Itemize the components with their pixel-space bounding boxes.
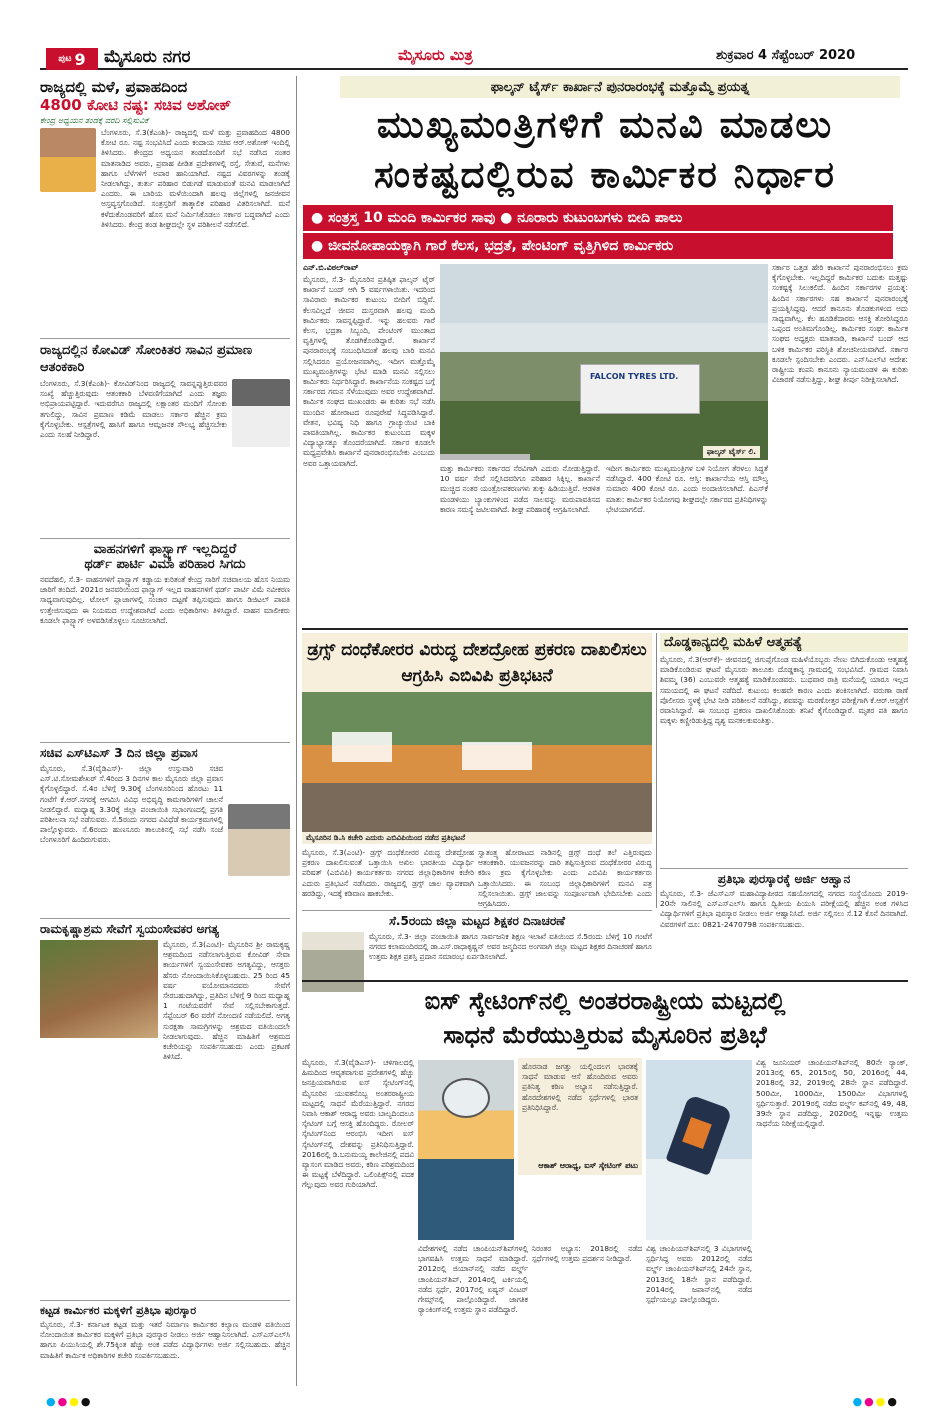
- lead-column-3: [772, 263, 908, 625]
- skating-body-3: ವಿಶ್ವ ಚಾಂಪಿಯನ್‌ಶಿಪ್‌ನಲ್ಲಿ 3 ವಿಭಾಗಗಳಲ್ಲಿ ಸ್ಪರ್ಧಿಸಿದ್ದ ಅವರು 2012ರಲ್ಲಿ ನಡೆದ ವರ್ಲ್ಡ್ ಚಾಂಪಿಯನ್‌ಶಿಪ್‌ನಲ್ಲಿ 24ನೇ ಸ್ಥಾನ, 2013ರಲ್ಲಿ 18ನೇ ಸ್ಥಾನ ಪಡೆದಿದ್ದಾರೆ. 2014ರಲ್ಲಿ ಜಪಾನ್‌ನಲ್ಲಿ ನಡೆದ ಸ್ಪರ್ಧೆಯಲ್ಲೂ ಪಾಲ್ಗೊಂಡಿದ್ದರು.: [646, 1244, 752, 1305]
- factory-sign: FALCON TYRES LTD.: [590, 372, 679, 381]
- article-body: ಮೈಸೂರು, ಸೆ.3(ವೈಡಿಎಸ್)- ಜಿಲ್ಲಾ ಉಸ್ತುವಾರಿ ಸಚಿವ ಎಸ್.ಟಿ.ಸೋಮಶೇಖರ್ ಸೆ.4ರಿಂದ 3 ದಿನಗಳ ಕಾಲ ಮೈಸೂರು ಜಿಲ್ಲಾ ಪ್ರವಾಸ ಕೈಗೊಳ್ಳಲಿದ್ದಾರೆ. ಸೆ.4ರ ಬೆಳಿಗ್ಗೆ 9.30ಕ್ಕೆ ಬೆಂಗಳೂರಿನಿಂದ ಹೊರಟು 11 ಗಂಟೆಗೆ ಕೆ.ಆರ್.ನಗರಕ್ಕೆ ಆಗಮಿಸಿ ವಿವಿಧ ಅಭಿವೃದ್ಧಿ ಕಾಮಗಾರಿಗಳಿಗೆ ಚಾಲನೆ ನೀಡಲಿದ್ದಾರೆ. ಮಧ್ಯಾಹ್ನ 3.30ಕ್ಕೆ ಜಿಲ್ಲಾ ಪಂಚಾಯಿತಿ ಸಭಾಂಗಣದಲ್ಲಿ ಪ್ರಗತಿ ಪರಿಶೀಲನಾ ಸಭೆ ನಡೆಸುವರು. ಸೆ.5ರಂದು ನಗರದ ವಿವಿಧೆಡೆ ಕಾರ್ಯಕ್ರಮಗಳಲ್ಲಿ ಪಾಲ್ಗೊಳ್ಳುವರು. ಸೆ.6ರಂದು ಹುಣಸೂರು ತಾಲೂಕಿನಲ್ಲಿ ಸಭೆ ನಡೆಸಿ ಸಂಜೆ ಬೆಂಗಳೂರಿಗೆ ಹಿಂದಿರುಗುವರು.: [40, 764, 223, 845]
- issue-date: ಶುಕ್ರವಾರ 4 ಸೆಪ್ಟೆಂಬರ್ 2020: [716, 48, 856, 63]
- article-ashrama: [40, 922, 290, 1128]
- section-rule: [302, 628, 908, 630]
- headline: ಸೆ.5ರಂದು ಜಿಲ್ಲಾ ಮಟ್ಟದ ಶಿಕ್ಷಕರ ದಿನಾಚರಣೆ: [389, 914, 565, 928]
- page-number-badge: [46, 48, 98, 70]
- highlight-bar-1: ● ಸಂತ್ರಸ್ತ 10 ಮಂದಿ ಕಾರ್ಮಿಕರ ಸಾವು ● ನೂರಾರು ಕುಟುಂಬಗಳು ಬೀದಿ ಪಾಲು: [303, 205, 893, 231]
- byline: ಎನ್.ಬಿ.ವಿಠಲ್‌ರಾವ್: [303, 263, 359, 272]
- protest-placard: [462, 742, 532, 770]
- skating-body-2: ವಿದೇಶಗಳಲ್ಲಿ ನಡೆದ ಚಾಂಪಿಯನ್‌ಶಿಪ್‌ಗಳಲ್ಲಿ ಭಾಗವಹಿಸಿ ಉತ್ತಮ ಸಾಧನೆ ಮಾಡಿದ್ದಾರೆ. 2012ರಲ್ಲಿ ಜಿಯಾನ್‌ನಲ್ಲಿ ನಡೆದ ವರ್ಲ್ಡ್ ಚಾಂಪಿಯನ್‌ಶಿಪ್, 2014ರಲ್ಲಿ ಟರ್ಕಿಯಲ್ಲಿ ನಡೆದ ಸ್ಪರ್ಧೆ, 2017ರಲ್ಲಿ ಏಷ್ಯನ್ ವಿಂಟರ್ ಗೇಮ್ಸ್‌ನಲ್ಲಿ ಪಾಲ್ಗೊಂಡಿದ್ದಾರೆ. ಜಾಗತಿಕ ರ‍್ಯಾಂಕಿಂಗ್‌ನಲ್ಲಿ ಉತ್ತಮ ಸ್ಥಾನ ಪಡೆದಿದ್ದಾರೆ.: [418, 1244, 528, 1315]
- divider: [302, 910, 652, 911]
- lead-column-2a: [440, 464, 600, 626]
- headline: ರಾಜ್ಯದಲ್ಲಿ ಮಳೆ, ಪ್ರವಾಹದಿಂದ: [40, 78, 188, 96]
- divider: [40, 742, 290, 743]
- athlete-name: ಆಕಾಶ್ ಆರಾಧ್ಯ, ಐಸ್ ಸ್ಕೇಟಿಂಗ್ ಪಟು: [538, 1161, 638, 1170]
- photo-caption: ಮೈಸೂರಿನ ಡಿ.ಸಿ ಕಚೇರಿ ಎದುರು ಎಬಿವಿಪಿಯಿಂದ ನಡೆದ ಪ್ರತಿಭಟನೆ: [302, 832, 652, 844]
- ashrama-photo: [40, 940, 158, 1038]
- factory-photo: [440, 264, 768, 460]
- article-talent-award: [660, 872, 908, 989]
- article-body: ಮೈಸೂರು, ಸೆ.3(ಆರ್‌ಕೆ)- ಜೀವನದಲ್ಲಿ ಜಿಗುಪ್ಸೆಗೊಂಡ ಮಹಿಳೆಯೊಬ್ಬರು ನೇಣು ಬಿಗಿದುಕೊಂಡು ಆತ್ಮಹತ್ಯೆ ಮಾಡಿಕೊಂಡಿರುವ ಘಟನೆ ಮೈಸೂರು ತಾಲೂಕು ದೊಡ್ಡಕಾನ್ಯ ಗ್ರಾಮದಲ್ಲಿ ಸಂಭವಿಸಿದೆ. ಗ್ರಾಮದ ನಿವಾಸಿ ಶಿವಮ್ಮ (36) ಎಂಬುವರೇ ಆತ್ಮಹತ್ಯೆ ಮಾಡಿಕೊಂಡವರು. ಬುಧವಾರ ರಾತ್ರಿ ಮನೆಯಲ್ಲಿ ಯಾರೂ ಇಲ್ಲದ ಸಮಯದಲ್ಲಿ ಈ ಘಟನೆ ನಡೆದಿದೆ. ಕುಟುಂಬ ಕಲಹವೇ ಕಾರಣ ಎಂದು ಶಂಕಿಸಲಾಗಿದೆ. ವರುಣಾ ಠಾಣೆ ಪೊಲೀಸರು ಸ್ಥಳಕ್ಕೆ ಭೇಟಿ ನೀಡಿ ಪರಿಶೀಲನೆ ನಡೆಸಿದ್ದು, ಶವವನ್ನು ಮರಣೋತ್ತರ ಪರೀಕ್ಷೆಗಾಗಿ ಕೆ.ಆರ್.ಆಸ್ಪತ್ರೆಗೆ ರವಾನಿಸಿದ್ದಾರೆ. ಈ ಸಂಬಂಧ ಪ್ರಕರಣ ದಾಖಲಿಸಿಕೊಂಡು ತನಿಖೆ ಕೈಗೊಂಡಿದ್ದಾರೆ. ಮೃತರ ಪತಿ ಹಾಗೂ ಮಕ್ಕಳು ಕಣ್ಣೀರಿಡುತ್ತಿದ್ದ ದೃಶ್ಯ ಮನಕಲಕುವಂತಿತ್ತು.: [660, 655, 908, 726]
- article-body: ಮೈಸೂರು, ಸೆ.3- ಕರ್ನಾಟಕ ಕಟ್ಟಡ ಮತ್ತು ಇತರೆ ನಿರ್ಮಾಣ ಕಾರ್ಮಿಕರ ಕಲ್ಯಾಣ ಮಂಡಳಿ ವತಿಯಿಂದ ನೋಂದಾಯಿತ ಕಾರ್ಮಿಕರ ಮಕ್ಕಳಿಗೆ ಪ್ರತಿಭಾ ಪುರಸ್ಕಾರ ನೀಡಲು ಅರ್ಜಿ ಆಹ್ವಾನಿಸಲಾಗಿದೆ. ಎಸ್‌ಎಸ್‌ಎಲ್‌ಸಿ ಹಾಗೂ ಪಿಯುಸಿಯಲ್ಲಿ ಶೇ.75ಕ್ಕಿಂತ ಹೆಚ್ಚು ಅಂಕ ಪಡೆದ ವಿದ್ಯಾರ್ಥಿಗಳು ಅರ್ಜಿ ಸಲ್ಲಿಸಬಹುದು. ಹೆಚ್ಚಿನ ಮಾಹಿತಿಗೆ ಕಾರ್ಮಿಕ ಅಧಿಕಾರಿಗಳ ಕಚೇರಿ ಸಂಪರ್ಕಿಸಬಹುದು.: [40, 1320, 290, 1360]
- highlight-bar-2: ● ಜೀವನೋಪಾಯಕ್ಕಾಗಿ ಗಾರೆ ಕೆಲಸ, ಭದ್ರತೆ, ಪೇಂಟಿಂಗ್ ವೃತ್ತಿಗಿಳಿದ ಕಾರ್ಮಿಕರು: [303, 233, 893, 259]
- headline: ವಾಹನಗಳಿಗೆ ಫಾಸ್ಟ್ಯಾಗ್ ಇಲ್ಲದಿದ್ದರೆ: [93, 542, 237, 557]
- radhakrishnan-photo: [302, 932, 364, 992]
- lead-headline-line-1: ಮುಖ್ಯಮಂತ್ರಿಗಳಿಗೆ ಮನವಿ ಮಾಡಲು: [376, 103, 834, 146]
- skater-action-photo: [646, 1060, 752, 1240]
- headline-2: ಥರ್ಡ್ ಪಾರ್ಟಿ ವಿಮಾ ಪರಿಹಾರ ಸಿಗದು: [84, 557, 246, 572]
- headline: ಸಚಿವ ಎಸ್‌ಟಿಎಸ್ 3 ದಿನ ಜಿಲ್ಲಾ ಪ್ರವಾಸ: [40, 746, 198, 760]
- headline: ಕಟ್ಟಡ ಕಾರ್ಮಿಕರ ಮಕ್ಕಳಿಗೆ ಪ್ರತಿಭಾ ಪುರಸ್ಕಾರ: [40, 1304, 197, 1317]
- registration-marks: ●●●●: [46, 1395, 93, 1408]
- masthead: ಮೈಸೂರು ಮಿತ್ರ: [398, 46, 473, 64]
- article-body: ಸರ್ಕಾರ ಒತ್ತಡ ಹೇರಿ ಕಾರ್ಖಾನೆ ಪುನರಾರಂಭಿಸಲು ಕ್ರಮ ಕೈಗೊಳ್ಳಬೇಕು. ಇಲ್ಲದಿದ್ದರೆ ಕಾರ್ಮಿಕರ ಬದುಕು ಮತ್ತಷ್ಟು ಸಂಕಷ್ಟಕ್ಕೆ ಸಿಲುಕಲಿದೆ. ಹಿಂದಿನ ಸರ್ಕಾರಗಳ ಪ್ರಯತ್ನ: ಹಿಂದಿನ ಸರ್ಕಾರಗಳು ಸಹ ಕಾರ್ಖಾನೆ ಪುನರಾರಂಭಕ್ಕೆ ಪ್ರಯತ್ನಿಸಿದ್ದವು. ಆದರೆ ಕಾನೂನು ತೊಡಕುಗಳಿಂದ ಅದು ಸಾಧ್ಯವಾಗಿಲ್ಲ. ಕೆಲ ಹೂಡಿಕೆದಾರರು ಆಸಕ್ತಿ ತೋರಿಸಿದ್ದರೂ ಒಪ್ಪಂದ ಅಂತಿಮಗೊಂಡಿಲ್ಲ. ಕಾರ್ಮಿಕರ ಸಂಘ: ಕಾರ್ಮಿಕ ಸಂಘದ ಅಧ್ಯಕ್ಷರು ಮಾತನಾಡಿ, ಕಾರ್ಖಾನೆ ಬಂದ್ ಆದ ಬಳಿಕ ಕಾರ್ಮಿಕರ ಪರಿಸ್ಥಿತಿ ಶೋಚನೀಯವಾಗಿದೆ. ಸರ್ಕಾರ ಕೂಡಲೇ ಸ್ಪಂದಿಸಬೇಕು ಎಂದರು. ಎನ್‌ಸಿಎಲ್‌ಟಿ ಆದೇಶ: ರಾಷ್ಟ್ರೀಯ ಕಂಪನಿ ಕಾನೂನು ನ್ಯಾಯಮಂಡಳಿ ಈ ಕುರಿತು ವಿಚಾರಣೆ ನಡೆಸುತ್ತಿದ್ದು, ಶೀಘ್ರ ತೀರ್ಪು ನಿರೀಕ್ಷಿಸಲಾಗಿದೆ.: [772, 263, 908, 385]
- skater-portrait-photo: [418, 1060, 514, 1240]
- registration-marks-right: ●●●●: [852, 1395, 899, 1408]
- protest-placard: [332, 732, 392, 762]
- kicker: ಫಾಲ್ಕನ್ ಟೈರ್ಸ್ ಕಾರ್ಖಾನೆ ಪುನರಾರಂಭಕ್ಕೆ ಮತ್ತೊಮ್ಮೆ ಪ್ರಯತ್ನ: [340, 76, 900, 98]
- skating-body-4: ವಿಶ್ವ ಜೂನಿಯರ್ ಚಾಂಪಿಯನ್‌ಶಿಪ್‌ನಲ್ಲಿ 80ನೇ ರ‍್ಯಾಂಕ್, 2013ರಲ್ಲಿ 65, 2015ರಲ್ಲಿ 50, 2016ರಲ್ಲಿ 44, 2018ರಲ್ಲಿ 32, 2019ರಲ್ಲಿ 28ನೇ ಸ್ಥಾನ ಪಡೆದಿದ್ದಾರೆ. 500ಮೀ, 1000ಮೀ, 1500ಮೀ ವಿಭಾಗಗಳಲ್ಲಿ ಸ್ಪರ್ಧಿಸುತ್ತಾರೆ. 2019ರಲ್ಲಿ ನಡೆದ ವರ್ಲ್ಡ್ ಕಪ್‌ನಲ್ಲಿ 49, 48, 39ನೇ ಸ್ಥಾನ ಪಡೆದಿದ್ದು, 2020ರಲ್ಲಿ ಇನ್ನಷ್ಟು ಉತ್ತಮ ಸಾಧನೆಯ ನಿರೀಕ್ಷೆಯಲ್ಲಿದ್ದಾರೆ.: [756, 1058, 908, 1129]
- helmet: [442, 1078, 490, 1118]
- article-fastag: [40, 542, 290, 735]
- article-body: ಮೈಸೂರು, ಸೆ.3- ಜಿಲ್ಲಾ ಪಂಚಾಯಿತಿ ಹಾಗೂ ಸಾರ್ವಜನಿಕ ಶಿಕ್ಷಣ ಇಲಾಖೆ ವತಿಯಿಂದ ಸೆ.5ರಂದು ಬೆಳಿಗ್ಗೆ 10 ಗಂಟೆಗೆ ನಗರದ ಕಲಾಮಂದಿರದಲ್ಲಿ ಡಾ.ಎಸ್.ರಾಧಾಕೃಷ್ಣನ್ ಅವರ ಜನ್ಮದಿನದ ಅಂಗವಾಗಿ ಜಿಲ್ಲಾ ಮಟ್ಟದ ಶಿಕ್ಷಕರ ದಿನಾಚರಣೆ ಹಾಗೂ ಉತ್ತಮ ಶಿಕ್ಷಕ ಪ್ರಶಸ್ತಿ ಪ್ರದಾನ ಸಮಾರಂಭ ಏರ್ಪಡಿಸಲಾಗಿದೆ.: [369, 932, 652, 962]
- column-divider: [656, 633, 657, 908]
- article-workers-award: [40, 1304, 290, 1394]
- skating-body-2b: ನಿರಂತರ ಅಭ್ಯಾಸ: 2018ರಲ್ಲಿ ನಡೆದ ಸ್ಪರ್ಧೆಗಳಲ್ಲಿ ಉತ್ತಮ ಪ್ರದರ್ಶನ ನೀಡಿದ್ದಾರೆ.: [532, 1244, 642, 1264]
- page-number: 9: [74, 49, 86, 69]
- headline: ರಾಮಕೃಷ್ಣಾಶ್ರಮ ಸೇವೆಗೆ ಸ್ವಯಂಸೇವಕರ ಅಗತ್ಯ: [40, 922, 220, 936]
- section-rule: [302, 980, 908, 982]
- article-minister-tour: [40, 746, 290, 914]
- minister-photo: [228, 804, 290, 876]
- abvp-body-2: ಸ್ವಾತಂತ್ರ್ಯ ಹೋರಾಟದ ನಾಡಿನಲ್ಲಿ ಡ್ರಗ್ಸ್ ದಂಧೆ ತಲೆ ಎತ್ತಿರುವುದು ಆತಂಕಕಾರಿ. ಯುವಜನರನ್ನು ದಾರಿ ತಪ್ಪಿಸುತ್ತಿರುವ ದಂಧೆಕೋರರ ವಿರುದ್ಧ ಕಠಿಣ ಕ್ರಮ ಕೈಗೊಳ್ಳಬೇಕು ಎಂದು ಎಬಿವಿಪಿ ಕಾರ್ಯಕರ್ತರು ಒತ್ತಾಯಿಸಿದರು. ಈ ಸಂಬಂಧ ಜಿಲ್ಲಾಧಿಕಾರಿಗಳಿಗೆ ಮನವಿ ಪತ್ರ ಸಲ್ಲಿಸಲಾಯಿತು. ಡ್ರಗ್ಸ್ ಜಾಲವನ್ನು ಸಂಪೂರ್ಣವಾಗಿ ಭೇದಿಸಬೇಕು ಎಂದು ಆಗ್ರಹಿಸಿದರು.: [478, 848, 652, 908]
- headline: ರಾಜ್ಯದಲ್ಲಿನ ಕೋವಿಡ್ ಸೋಂಕಿತರ ಸಾವಿನ ಪ್ರಮಾಣ ಆತಂಕಕಾರಿ: [40, 343, 253, 375]
- highlight-text: ಹೊರನಾಡ ಜಗತ್ತು ಯಲ್ಲಿಂದಲಗ ಭಾರತಕ್ಕೆ ಸಾಧನೆ ಮಾಡುವ ಆಸೆ ಹೊಂದಿರುವ ಅವರು ಪ್ರತಿನಿತ್ಯ ಕಠಿಣ ಅಭ್ಯಾಸ ನಡೆಸುತ್ತಿದ್ದಾರೆ. ಹೊರದೇಶಗಳಲ್ಲಿ ನಡೆದ ಸ್ಪರ್ಧೆಗಳಲ್ಲಿ ಭಾರತ ಪ್ರತಿನಿಧಿಸಿದ್ದಾರೆ.: [522, 1062, 638, 1112]
- article-body: ಮೈಸೂರು, ಸೆ.3(ಎಂಟಿ)- ಮೈಸೂರಿನ ಶ್ರೀ ರಾಮಕೃಷ್ಣ ಆಶ್ರಮದಿಂದ ನಡೆಸಲಾಗುತ್ತಿರುವ ಕೋವಿಡ್ ಸೇವಾ ಕಾರ್ಯಗಳಿಗೆ ಸ್ವಯಂಸೇವಕರ ಅಗತ್ಯವಿದ್ದು, ಆಸಕ್ತರು ಹೆಸರು ನೋಂದಾಯಿಸಿಕೊಳ್ಳಬಹುದು. 25 ರಿಂದ 45 ವರ್ಷ ವಯೋಮಾನದವರು ಸೇವೆಗೆ ಸೇರಬಹುದಾಗಿದ್ದು, ಪ್ರತಿದಿನ ಬೆಳಿಗ್ಗೆ 9 ರಿಂದ ಮಧ್ಯಾಹ್ನ 1 ಗಂಟೆಯವರೆಗೆ ಸೇವೆ ಸಲ್ಲಿಸಬೇಕಾಗುತ್ತದೆ. ಸೆಪ್ಟೆಂಬರ್ 6ರ ವರೆಗೆ ನೋಂದಣಿ ನಡೆಯಲಿದೆ. ಅಗತ್ಯ ಸುರಕ್ಷತಾ ಸಾಮಗ್ರಿಗಳನ್ನು ಆಶ್ರಮದ ವತಿಯಿಂದಲೇ ನೀಡಲಾಗುವುದು. ಹೆಚ್ಚಿನ ಮಾಹಿತಿಗೆ ಆಶ್ರಮದ ಕಚೇರಿಯನ್ನು ಸಂಪರ್ಕಿಸಬಹುದು ಎಂದು ಪ್ರಕಟಣೆ ತಿಳಿಸಿದೆ.: [163, 940, 290, 1062]
- article-covid-deaths: [40, 342, 290, 491]
- skating-headline-line-2: ಸಾಧನೆ ಮೆರೆಯುತ್ತಿರುವ ಮೈಸೂರಿನ ಪ್ರತಿಭೆ: [443, 1021, 767, 1049]
- divider: [40, 1300, 290, 1301]
- road: [440, 454, 530, 460]
- abvp-body: ಮೈಸೂರು, ಸೆ.3(ಎಂಟಿ)- ಡ್ರಗ್ಸ್ ದಂಧೆಕೋರರ ವಿರುದ್ಧ ದೇಶದ್ರೋಹ ಪ್ರಕರಣ ದಾಖಲಿಸುವಂತೆ ಒತ್ತಾಯಿಸಿ ಅಖಿಲ ಭಾರತೀಯ ವಿದ್ಯಾರ್ಥಿ ಪರಿಷತ್ (ಎಬಿವಿಪಿ) ಕಾರ್ಯಕರ್ತರು ನಗರದ ಜಿಲ್ಲಾಧಿಕಾರಿಗಳ ಕಚೇರಿ ಎದುರು ಪ್ರತಿಭಟನೆ ನಡೆಸಿದರು. ರಾಜ್ಯದಲ್ಲಿ ಡ್ರಗ್ಸ್ ಜಾಲ ವ್ಯಾಪಕವಾಗಿ ಹರಡಿದ್ದು, ಇದಕ್ಕೆ ಕಡಿವಾಣ ಹಾಕಬೇಕು.: [302, 848, 474, 898]
- article-body: ಬೆಂಗಳೂರು, ಸೆ.3(ಕೆಎಂಶಿ)- ರಾಜ್ಯದಲ್ಲಿ ಮಳೆ ಮತ್ತು ಪ್ರವಾಹದಿಂದ 4800 ಕೋಟಿ ರೂ. ನಷ್ಟ ಸಂಭವಿಸಿದೆ ಎಂದು ಕಂದಾಯ ಸಚಿವ ಆರ್.ಅಶೋಕ್ ಇಂದಿಲ್ಲಿ ತಿಳಿಸಿದರು. ಕೇಂದ್ರದ ಅಧ್ಯಯನ ತಂಡದೊಂದಿಗೆ ಸಭೆ ನಡೆಸಿದ ನಂತರ ಮಾತನಾಡಿದ ಅವರು, ಪ್ರವಾಹ ಪೀಡಿತ ಪ್ರದೇಶಗಳಲ್ಲಿ ರಸ್ತೆ, ಸೇತುವೆ, ಮನೆಗಳು ಹಾಗೂ ಬೆಳೆಗಳಿಗೆ ಅಪಾರ ಹಾನಿಯಾಗಿದೆ. ನಷ್ಟದ ವಿವರಗಳನ್ನು ತಂಡಕ್ಕೆ ನೀಡಲಾಗಿದ್ದು, ತುರ್ತು ಪರಿಹಾರ ಬಿಡುಗಡೆ ಮಾಡುವಂತೆ ಮನವಿ ಮಾಡಲಾಗಿದೆ ಎಂದರು. ಈ ಬಾರಿಯ ಮಳೆಯಿಂದಾಗಿ ಹಲವು ಜಿಲ್ಲೆಗಳಲ್ಲಿ ಜನಜೀವನ ಅಸ್ತವ್ಯಸ್ತಗೊಂಡಿದೆ. ಸಂತ್ರಸ್ತರಿಗೆ ತಾತ್ಕಾಲಿಕ ಪರಿಹಾರ ವಿತರಿಸಲಾಗಿದೆ. ಮನೆ ಕಳೆದುಕೊಂಡವರಿಗೆ ಹೊಸ ಮನೆ ನಿರ್ಮಿಸಿಕೊಡಲು ಸರ್ಕಾರ ಬದ್ಧವಾಗಿದೆ ಎಂದು ತಿಳಿಸಿದರು. ಕೇಂದ್ರ ತಂಡ ಶೀಘ್ರದಲ್ಲೇ ಸ್ಥಳ ಪರಿಶೀಲನೆ ನಡೆಸಲಿದೆ.: [101, 128, 290, 229]
- article-body: ಮೈಸೂರು, ಸೆ.3- ಮೈಸೂರಿನ ಪ್ರತಿಷ್ಠಿತ ಫಾಲ್ಕನ್ ಟೈರ್ ಕಾರ್ಖಾನೆ ಬಂದ್ ಆಗಿ 5 ವರ್ಷಗಳಾಯಿತು. ಇದರಿಂದ ಸಾವಿರಾರು ಕಾರ್ಮಿಕರ ಕುಟುಂಬ ಬೀದಿಗೆ ಬಿದ್ದಿವೆ. ಕೆಲಸವಿಲ್ಲದೆ ಜೀವನ ದುಸ್ತರವಾಗಿ ಹಲವು ಮಂದಿ ಕಾರ್ಮಿಕರು ಸಾವನ್ನಪ್ಪಿದ್ದಾರೆ. ಇನ್ನು ಹಲವರು ಗಾರೆ ಕೆಲಸ, ಭದ್ರತಾ ಸಿಬ್ಬಂದಿ, ಪೇಂಟಿಂಗ್ ಮುಂತಾದ ವೃತ್ತಿಗಳಲ್ಲಿ ತೊಡಗಿಕೊಂಡಿದ್ದಾರೆ. ಕಾರ್ಖಾನೆ ಪುನರಾರಂಭಕ್ಕೆ ಸಂಬಂಧಿಸಿದಂತೆ ಹಲವು ಬಾರಿ ಮನವಿ ಸಲ್ಲಿಸಿದರೂ ಪ್ರಯೋಜನವಾಗಿಲ್ಲ. ಇದೀಗ ಮತ್ತೊಮ್ಮೆ ಮುಖ್ಯಮಂತ್ರಿಗಳನ್ನು ಭೇಟಿ ಮಾಡಿ ಮನವಿ ಸಲ್ಲಿಸಲು ಕಾರ್ಮಿಕರು ನಿರ್ಧರಿಸಿದ್ದಾರೆ. ಕಾರ್ಖಾನೆಯ ಸಂಕಷ್ಟದ ಬಗ್ಗೆ ಸರ್ಕಾರದ ಗಮನ ಸೆಳೆಯುವುದು ಅವರ ಉದ್ದೇಶವಾಗಿದೆ. ಕಾರ್ಮಿಕ ಸಂಘದ ಮುಖಂಡರು ಈ ಕುರಿತು ಸಭೆ ನಡೆಸಿ ಮುಂದಿನ ಹೋರಾಟದ ರೂಪುರೇಷೆ ಸಿದ್ಧಪಡಿಸಿದ್ದಾರೆ. ವೇತನ, ಭವಿಷ್ಯ ನಿಧಿ ಹಾಗೂ ಗ್ರಾಚ್ಯುಯಿಟಿ ಬಾಕಿ ಪಾವತಿಯಾಗಿಲ್ಲ. ಕಾರ್ಮಿಕರ ಕುಟುಂಬದ ಮಕ್ಕಳ ವಿದ್ಯಾಭ್ಯಾಸಕ್ಕೂ ತೊಂದರೆಯಾಗಿದೆ. ಸರ್ಕಾರ ಕೂಡಲೇ ಮಧ್ಯಪ್ರವೇಶಿಸಿ ಕಾರ್ಖಾನೆ ಪುನರಾರಂಭಿಸಬೇಕು ಎಂಬುದು ಅವರ ಒತ್ತಾಯವಾಗಿದೆ.: [303, 275, 435, 468]
- skating-body-1: ಮೈಸೂರು, ಸೆ.3(ವೈಡಿಎಸ್)- ಚಳಿಗಾಲದಲ್ಲಿ ಹಿಮದಿಂದ ಆವೃತವಾಗುವ ಪ್ರದೇಶಗಳಲ್ಲಿ ಹೆಚ್ಚು ಜನಪ್ರಿಯವಾಗಿರುವ ಐಸ್ ಸ್ಕೇಟಿಂಗ್‌ನಲ್ಲಿ ಮೈಸೂರಿನ ಯುವಕನೊಬ್ಬ ಅಂತರರಾಷ್ಟ್ರೀಯ ಮಟ್ಟದಲ್ಲಿ ಸಾಧನೆ ಮೆರೆಯುತ್ತಿದ್ದಾರೆ. ನಗರದ ನಿವಾಸಿ ಆಕಾಶ್ ಆರಾಧ್ಯ ಅವರು ಬಾಲ್ಯದಿಂದಲೂ ಸ್ಕೇಟಿಂಗ್ ಬಗ್ಗೆ ಆಸಕ್ತಿ ಹೊಂದಿದ್ದರು. ರೋಲರ್ ಸ್ಕೇಟಿಂಗ್‌ನಿಂದ ಆರಂಭಿಸಿ ಇದೀಗ ಐಸ್ ಸ್ಕೇಟಿಂಗ್‌ನಲ್ಲಿ ದೇಶವನ್ನು ಪ್ರತಿನಿಧಿಸುತ್ತಿದ್ದಾರೆ. 2016ರಲ್ಲಿ ಡಿ.ಬನುಮಯ್ಯ ಕಾಲೇಜಿನಲ್ಲಿ ಪದವಿ ವ್ಯಾಸಂಗ ಮಾಡಿದ ಅವರು, ಕಠಿಣ ಪರಿಶ್ರಮದಿಂದ ಈ ಮಟ್ಟಕ್ಕೆ ಬೆಳೆದಿದ್ದಾರೆ. ಒಲಿಂಪಿಕ್ಸ್‌ನಲ್ಲಿ ಪದಕ ಗೆಲ್ಲುವುದು ಅವರ ಗುರಿಯಾಗಿದೆ.: [302, 1058, 414, 1190]
- lead-column-2b: [606, 464, 768, 626]
- page-label: ಪುಟ: [58, 54, 72, 64]
- headline: ಪ್ರತಿಭಾ ಪುರಸ್ಕಾರಕ್ಕೆ ಅರ್ಜಿ ಆಹ್ವಾನ: [717, 872, 851, 886]
- divider: [660, 868, 908, 869]
- lead-column-1: [303, 263, 435, 637]
- article-body: ಮತ್ತು ಕಾರ್ಮಿಕರು ಸರ್ಕಾರದ ನೆರವಿಗಾಗಿ ಎದುರು ನೋಡುತ್ತಿದ್ದಾರೆ. 10 ವರ್ಷ ಸೇವೆ ಸಲ್ಲಿಸಿದವರಿಗೂ ಪರಿಹಾರ ಸಿಕ್ಕಿಲ್ಲ. ಕಾರ್ಖಾನೆ ಮುಚ್ಚಿದ ನಂತರ ಯಂತ್ರೋಪಕರಣಗಳು ತುಕ್ಕು ಹಿಡಿಯುತ್ತಿವೆ. ಆಡಳಿತ ಮಂಡಳಿಯು ಬ್ಯಾಂಕುಗಳಿಂದ ಪಡೆದ ಸಾಲವನ್ನು ಮರುಪಾವತಿಸದ ಕಾರಣ ಸಮಸ್ಯೆ ಜಟಿಲವಾಗಿದೆ. ಶೀಘ್ರ ಪರಿಹಾರಕ್ಕೆ ಆಗ್ರಹಿಸಲಾಗಿದೆ.: [440, 464, 600, 514]
- article-body: ಇದೀಗ ಕಾರ್ಮಿಕರು ಮುಖ್ಯಮಂತ್ರಿಗಳ ಬಳಿ ನಿಯೋಗ ತೆರಳಲು ಸಿದ್ಧತೆ ನಡೆಸಿದ್ದಾರೆ. 400 ಕೋಟಿ ರೂ. ಆಸ್ತಿ: ಕಾರ್ಖಾನೆಯ ಆಸ್ತಿ ಮೌಲ್ಯ ಸುಮಾರು 400 ಕೋಟಿ ರೂ. ಎಂದು ಅಂದಾಜಿಸಲಾಗಿದೆ. ಪಿಎಸ್‌ಕೆ ಮಾತು: ಕಾರ್ಮಿಕರ ನಿಯೋಗವು ಶೀಘ್ರದಲ್ಲೇ ಸರ್ಕಾರದ ಪ್ರತಿನಿಧಿಗಳನ್ನು ಭೇಟಿಯಾಗಲಿದೆ.: [606, 464, 768, 514]
- section-title: ಮೈಸೂರು ನಗರ: [104, 47, 191, 67]
- headline-2: 4800 ಕೋಟಿ ನಷ್ಟ: ಸಚಿವ ಅಶೋಕ್: [40, 96, 232, 114]
- column-divider: [296, 76, 297, 1386]
- abvp-headline: ಡ್ರಗ್ಸ್ ದಂಧೆಕೋರರ ವಿರುದ್ಧ ದೇಶದ್ರೋಹ ಪ್ರಕರಣ ದಾಖಲಿಸಲು ಆಗ್ರಹಿಸಿ ಎಬಿವಿಪಿ ಪ್ರತಿಭಟನೆ: [302, 633, 652, 693]
- skating-headline: [302, 984, 908, 1052]
- article-body: ಬೆಂಗಳೂರು, ಸೆ.3(ಕೆಎಂಶಿ)- ಕೋವಿಡ್‌ನಿಂದ ರಾಜ್ಯದಲ್ಲಿ ಸಾವನ್ನಪ್ಪುತ್ತಿರುವವರ ಸಂಖ್ಯೆ ಹೆಚ್ಚುತ್ತಿರುವುದು ಆತಂಕಕಾರಿ ಬೆಳವಣಿಗೆಯಾಗಿದೆ ಎಂದು ತಜ್ಞರು ಅಭಿಪ್ರಾಯಪಟ್ಟಿದ್ದಾರೆ. ಇದುವರೆಗೂ ರಾಜ್ಯದಲ್ಲಿ ಲಕ್ಷಾಂತರ ಮಂದಿಗೆ ಸೋಂಕು ತಗುಲಿದ್ದು, ಸಾವಿನ ಪ್ರಮಾಣ ಕಡಿಮೆ ಮಾಡಲು ಸರ್ಕಾರ ಹೆಚ್ಚಿನ ಕ್ರಮ ಕೈಗೊಳ್ಳಬೇಕು. ಆಸ್ಪತ್ರೆಗಳಲ್ಲಿ ಹಾಸಿಗೆ ಹಾಗೂ ಆಮ್ಲಜನಕ ಸೌಲಭ್ಯ ಹೆಚ್ಚಿಸಬೇಕು ಎಂದು ಸಲಹೆ ನೀಡಿದ್ದಾರೆ.: [40, 379, 227, 440]
- divider: [40, 918, 290, 919]
- divider: [40, 538, 290, 539]
- skating-headline-line-1: ಐಸ್ ಸ್ಕೇಟಿಂಗ್‌ನಲ್ಲಿ ಅಂತರರಾಷ್ಟ್ರೀಯ ಮಟ್ಟದಲ್ಲಿ: [424, 987, 786, 1015]
- lead-headline-line-2: ಸಂಕಷ್ಟದಲ್ಲಿರುವ ಕಾರ್ಮಿಕರ ನಿರ್ಧಾರ: [374, 153, 836, 196]
- article-body: ನವದೆಹಲಿ, ಸೆ.3- ವಾಹನಗಳಿಗೆ ಫಾಸ್ಟ್ಯಾಗ್ ಕಡ್ಡಾಯ ಕುರಿತಂತೆ ಕೇಂದ್ರ ಸಾರಿಗೆ ಸಚಿವಾಲಯ ಹೊಸ ನಿಯಮ ಜಾರಿಗೆ ತಂದಿದೆ. 2021ರ ಜನವರಿಯಿಂದ ಫಾಸ್ಟ್ಯಾಗ್ ಇಲ್ಲದ ವಾಹನಗಳಿಗೆ ಥರ್ಡ್ ಪಾರ್ಟಿ ವಿಮೆ ನವೀಕರಣ ಸಾಧ್ಯವಾಗುವುದಿಲ್ಲ. ಟೋಲ್ ಪ್ಲಾಜಾಗಳಲ್ಲಿ ಸಂಚಾರ ದಟ್ಟಣೆ ತಪ್ಪಿಸುವುದು ಹಾಗೂ ಡಿಜಿಟಲ್ ಪಾವತಿ ಉತ್ತೇಜಿಸುವುದು ಈ ನಿಯಮದ ಉದ್ದೇಶವಾಗಿದೆ ಎಂದು ಅಧಿಕಾರಿಗಳು ತಿಳಿಸಿದ್ದಾರೆ. ವಾಹನ ಮಾಲೀಕರು ಕೂಡಲೇ ಫಾಸ್ಟ್ಯಾಗ್ ಅಳವಡಿಸಿಕೊಳ್ಳಲು ಸೂಚಿಸಲಾಗಿದೆ.: [40, 575, 290, 625]
- minister-photo: [40, 128, 96, 192]
- article-suicide: [660, 633, 908, 865]
- person-photo: [232, 379, 290, 447]
- subhead: ಕೇಂದ್ರ ಅಧ್ಯಯನ ತಂಡಕ್ಕೆ ವರದಿ ಸಲ್ಲಿಸುವಿಕೆ: [40, 116, 149, 125]
- photo-caption: ಫಾಲ್ಕನ್ ಟೈರ್ಸ್ ಲಿ.: [703, 446, 760, 458]
- lead-headline: [302, 100, 908, 200]
- headline: ದೊಡ್ಡಕಾನ್ಯದಲ್ಲಿ ಮಹಿಳೆ ಆತ್ಮಹತ್ಯೆ: [660, 633, 908, 652]
- article-body: ಮೈಸೂರು, ಸೆ.3- ಜೆಎಸ್‌ಎಸ್ ಮಹಾವಿದ್ಯಾಪೀಠದ ಸಹಯೋಗದಲ್ಲಿ ನಗರದ ಸಂಸ್ಥೆಯೊಂದು 2019-20ನೇ ಸಾಲಿನಲ್ಲಿ ಎಸ್‌ಎಸ್‌ಎಲ್‌ಸಿ ಹಾಗೂ ದ್ವಿತೀಯ ಪಿಯುಸಿ ಪರೀಕ್ಷೆಯಲ್ಲಿ ಹೆಚ್ಚಿನ ಅಂಕ ಗಳಿಸಿದ ವಿದ್ಯಾರ್ಥಿಗಳಿಗೆ ಪ್ರತಿಭಾ ಪುರಸ್ಕಾರ ನೀಡಲು ಅರ್ಜಿ ಆಹ್ವಾನಿಸಿದೆ. ಅರ್ಜಿ ಸಲ್ಲಿಸಲು ಸೆ.12 ಕೊನೆ ದಿನವಾಗಿದೆ. ವಿವರಗಳಿಗೆ ದೂ: 0821-2470798 ಸಂಪರ್ಕಿಸಬಹುದು.: [660, 889, 908, 929]
- skating-highlight-box: [518, 1058, 642, 1175]
- article-rain-loss: [40, 78, 290, 342]
- divider: [40, 338, 290, 339]
- protest-photo: [302, 692, 652, 844]
